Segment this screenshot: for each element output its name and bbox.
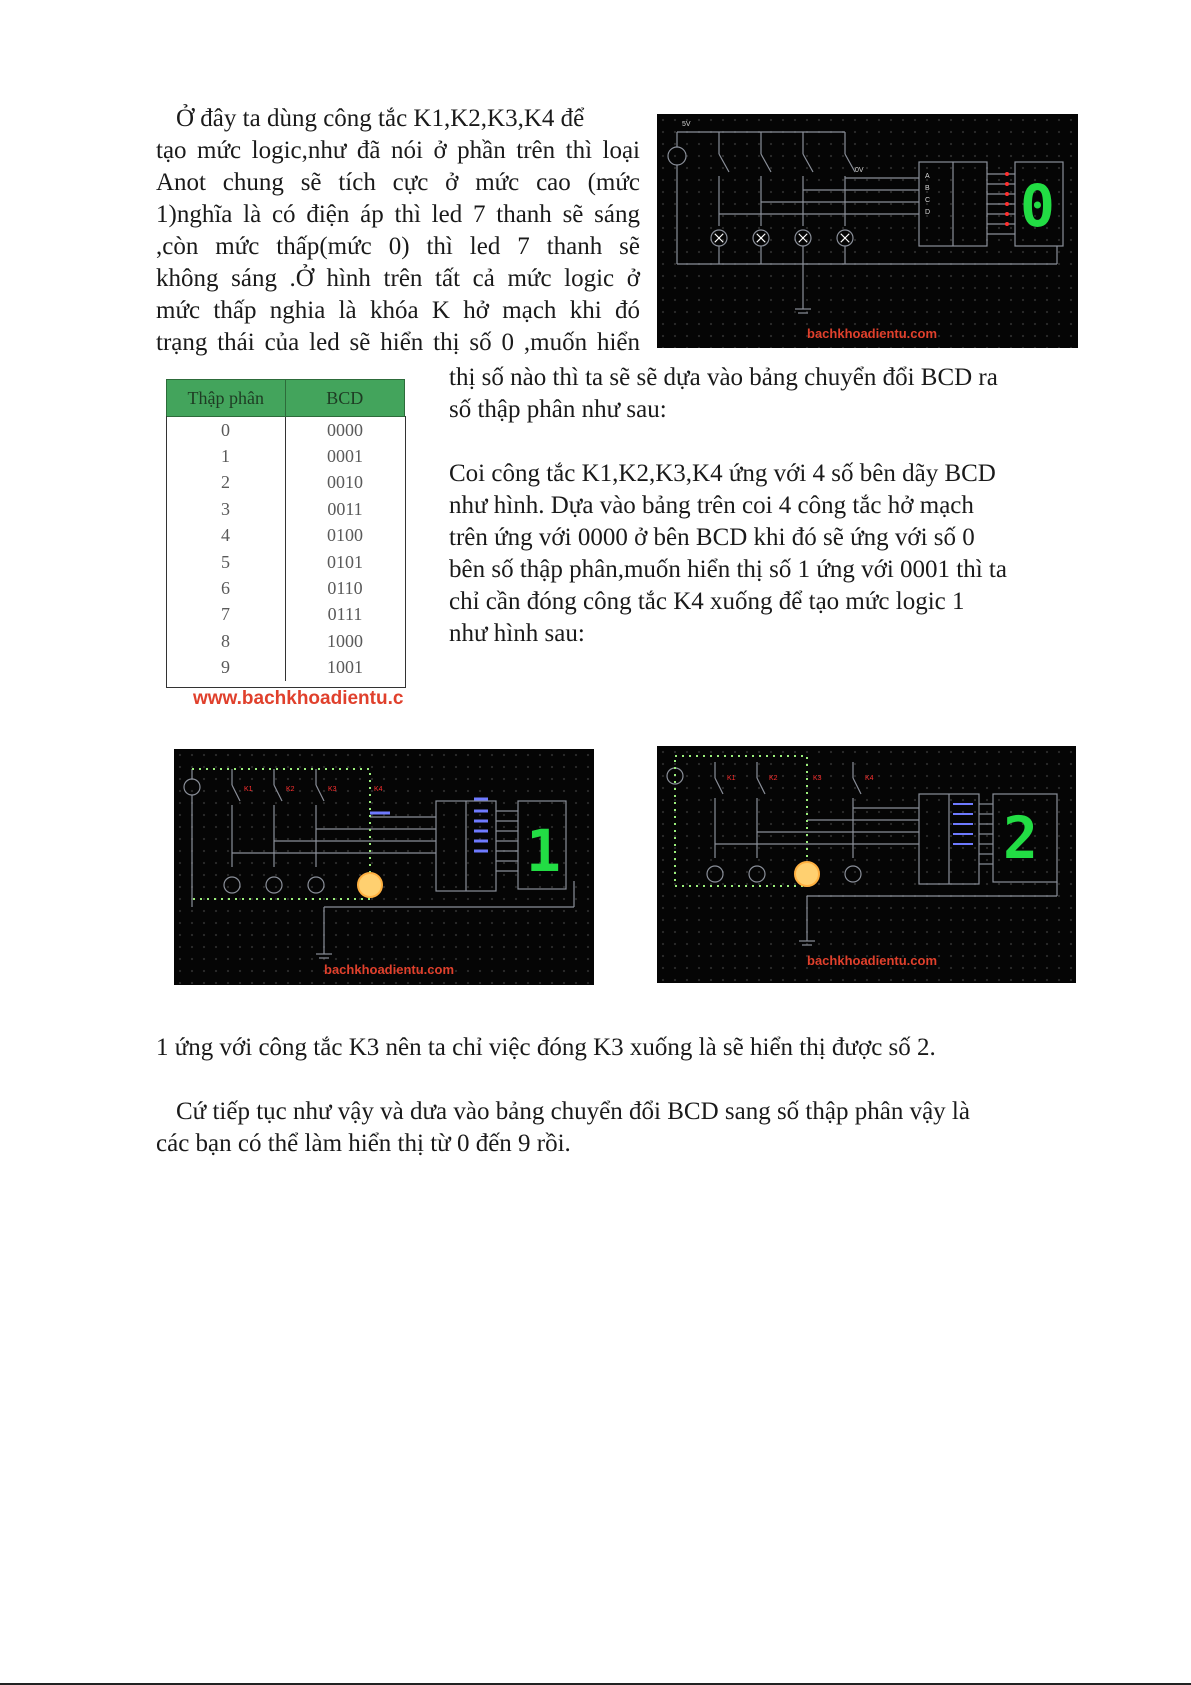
text-line: các bạn có thể làm hiển thị từ 0 đến 9 rồi. — [156, 1130, 571, 1157]
header-decimal: Thập phân — [167, 380, 286, 417]
switch-label-k3: K3 — [328, 786, 337, 793]
bcd-cell: 0110 — [327, 578, 363, 599]
decimal-cell: 8 — [167, 628, 286, 654]
switch-label-k3: K3 — [813, 775, 822, 782]
text-line: Coi công tắc K1,K2,K3,K4 ứng với 4 số bên dãy BCD — [449, 460, 996, 487]
seven-segment-digit: 2 — [1003, 804, 1038, 872]
watermark: bachkhoadientu.com — [807, 326, 938, 341]
paragraph-1-continued — [449, 362, 1089, 426]
text-line: chỉ cần đóng công tắc K4 xuống để tạo mức logic 1 — [449, 588, 965, 615]
table-row — [167, 443, 405, 469]
bcd-cell: 0111 — [327, 604, 363, 625]
text-line: 1)nghĩa là có điện áp thì led 7 thanh sẽ sáng — [156, 201, 640, 228]
text-line: 1 ứng với công tắc K3 nên ta chỉ việc đóng K3 xuống là sẽ hiển thị được số 2. — [156, 1034, 936, 1061]
switch-label-k2: K2 — [769, 775, 778, 782]
table-row — [167, 575, 405, 601]
text-line: ,còn mức thấp(mức 0) thì led 7 thanh sẽ — [156, 233, 640, 260]
seven-segment-digit: 0 — [1020, 172, 1055, 240]
decimal-cell: 0 — [167, 417, 286, 444]
bcd-cell: 1000 — [327, 630, 363, 651]
text-line: Anot chung sẽ tích cực ở mức cao (mức — [156, 169, 640, 196]
table-row — [167, 628, 405, 654]
text-line: Ở đây ta dùng công tắc K1,K2,K3,K4 để — [176, 105, 585, 132]
voltage-label: 5V — [682, 121, 691, 128]
bcd-cell: 0101 — [327, 551, 363, 572]
decimal-cell: 2 — [167, 470, 286, 496]
paragraph-3 — [156, 1032, 1086, 1064]
decoder-input-d: D — [925, 209, 931, 216]
table-border-left — [166, 416, 167, 687]
text-line: như hình sau: — [449, 620, 585, 647]
decimal-cell: 4 — [167, 523, 286, 549]
decimal-cell: 3 — [167, 496, 286, 522]
decimal-cell: 9 — [167, 655, 286, 681]
text-line: mức thấp nghia là khóa K hở mạch khi đó — [156, 297, 640, 324]
table-row — [167, 496, 405, 522]
decoder-input-c: C — [925, 197, 931, 204]
decoder-input-a: A — [925, 173, 930, 180]
decimal-cell: 7 — [167, 602, 286, 628]
text-line: trạng thái của led sẽ hiển thị số 0 ,muốn hiển — [156, 329, 640, 356]
seven-segment-digit: 1 — [526, 817, 561, 885]
paragraph-2 — [449, 458, 1089, 650]
switch-label-k1: K1 — [727, 775, 736, 782]
bcd-table — [166, 379, 405, 681]
table-row — [167, 470, 405, 496]
text-line: tạo mức logic,như đã nói ở phần trên thì loại — [156, 137, 640, 164]
bcd-cell: 1001 — [327, 657, 363, 678]
circuit-diagram — [657, 114, 1078, 348]
watermark: bachkhoadientu.com — [807, 953, 938, 968]
bcd-cell: 0000 — [327, 419, 363, 440]
table-border-right — [405, 416, 406, 687]
decoder-input-b: B — [925, 185, 930, 192]
bcd-cell: 0011 — [327, 498, 363, 519]
bcd-table-image — [163, 376, 409, 713]
paragraph-1 — [156, 103, 640, 359]
switch-label-k2: K2 — [286, 786, 295, 793]
circuit-image-digit-2 — [657, 746, 1076, 983]
decimal-cell: 6 — [167, 575, 286, 601]
table-row — [167, 523, 405, 549]
watermark: bachkhoadientu.com — [324, 962, 455, 977]
text-line: số thập phân như sau: — [449, 396, 667, 423]
text-line: Cứ tiếp tục như vậy và dưa vào bảng chuyển đổi BCD sang số thập phân vậy là — [176, 1098, 970, 1125]
text-line: thị số nào thì ta sẽ sẽ dựa vào bảng chuyển đổi BCD ra — [449, 364, 998, 391]
switch-label-k4: K4 — [374, 786, 383, 793]
switch-label-k4: K4 — [865, 775, 874, 782]
bcd-cell: 0100 — [327, 525, 363, 546]
text-line: như hình. Dựa vào bảng trên coi 4 công tắc hở mạch — [449, 492, 974, 519]
circuit-diagram — [657, 746, 1076, 983]
table-row — [167, 549, 405, 575]
switch-label-k1: K1 — [244, 786, 253, 793]
text-line: bên số thập phân,muốn hiển thị số 1 ứng với 0001 thì ta — [449, 556, 1007, 583]
text-line: không sáng .Ở hình trên tất cả mức logic ở — [156, 265, 640, 292]
table-row — [167, 655, 405, 681]
header-bcd: BCD — [285, 380, 405, 417]
text-line: trên ứng với 0000 ở bên BCD khi đó sẽ ứng với số 0 — [449, 524, 975, 551]
decimal-cell: 5 — [167, 549, 286, 575]
decimal-cell: 1 — [167, 443, 286, 469]
bcd-website-watermark: www.bachkhoadientu.c — [193, 688, 404, 709]
paragraph-4 — [156, 1096, 1086, 1160]
table-row — [167, 417, 405, 444]
bcd-cell: 0010 — [327, 472, 363, 493]
bcd-cell: 0001 — [327, 446, 363, 467]
lamp-on-icon — [358, 873, 382, 897]
circuit-diagram — [174, 749, 594, 985]
table-row — [167, 602, 405, 628]
circuit-image-digit-1 — [174, 749, 594, 985]
circuit-image-digit-0 — [657, 114, 1078, 348]
zero-volt-label: 0V — [855, 167, 864, 174]
lamp-on-icon — [795, 862, 819, 886]
